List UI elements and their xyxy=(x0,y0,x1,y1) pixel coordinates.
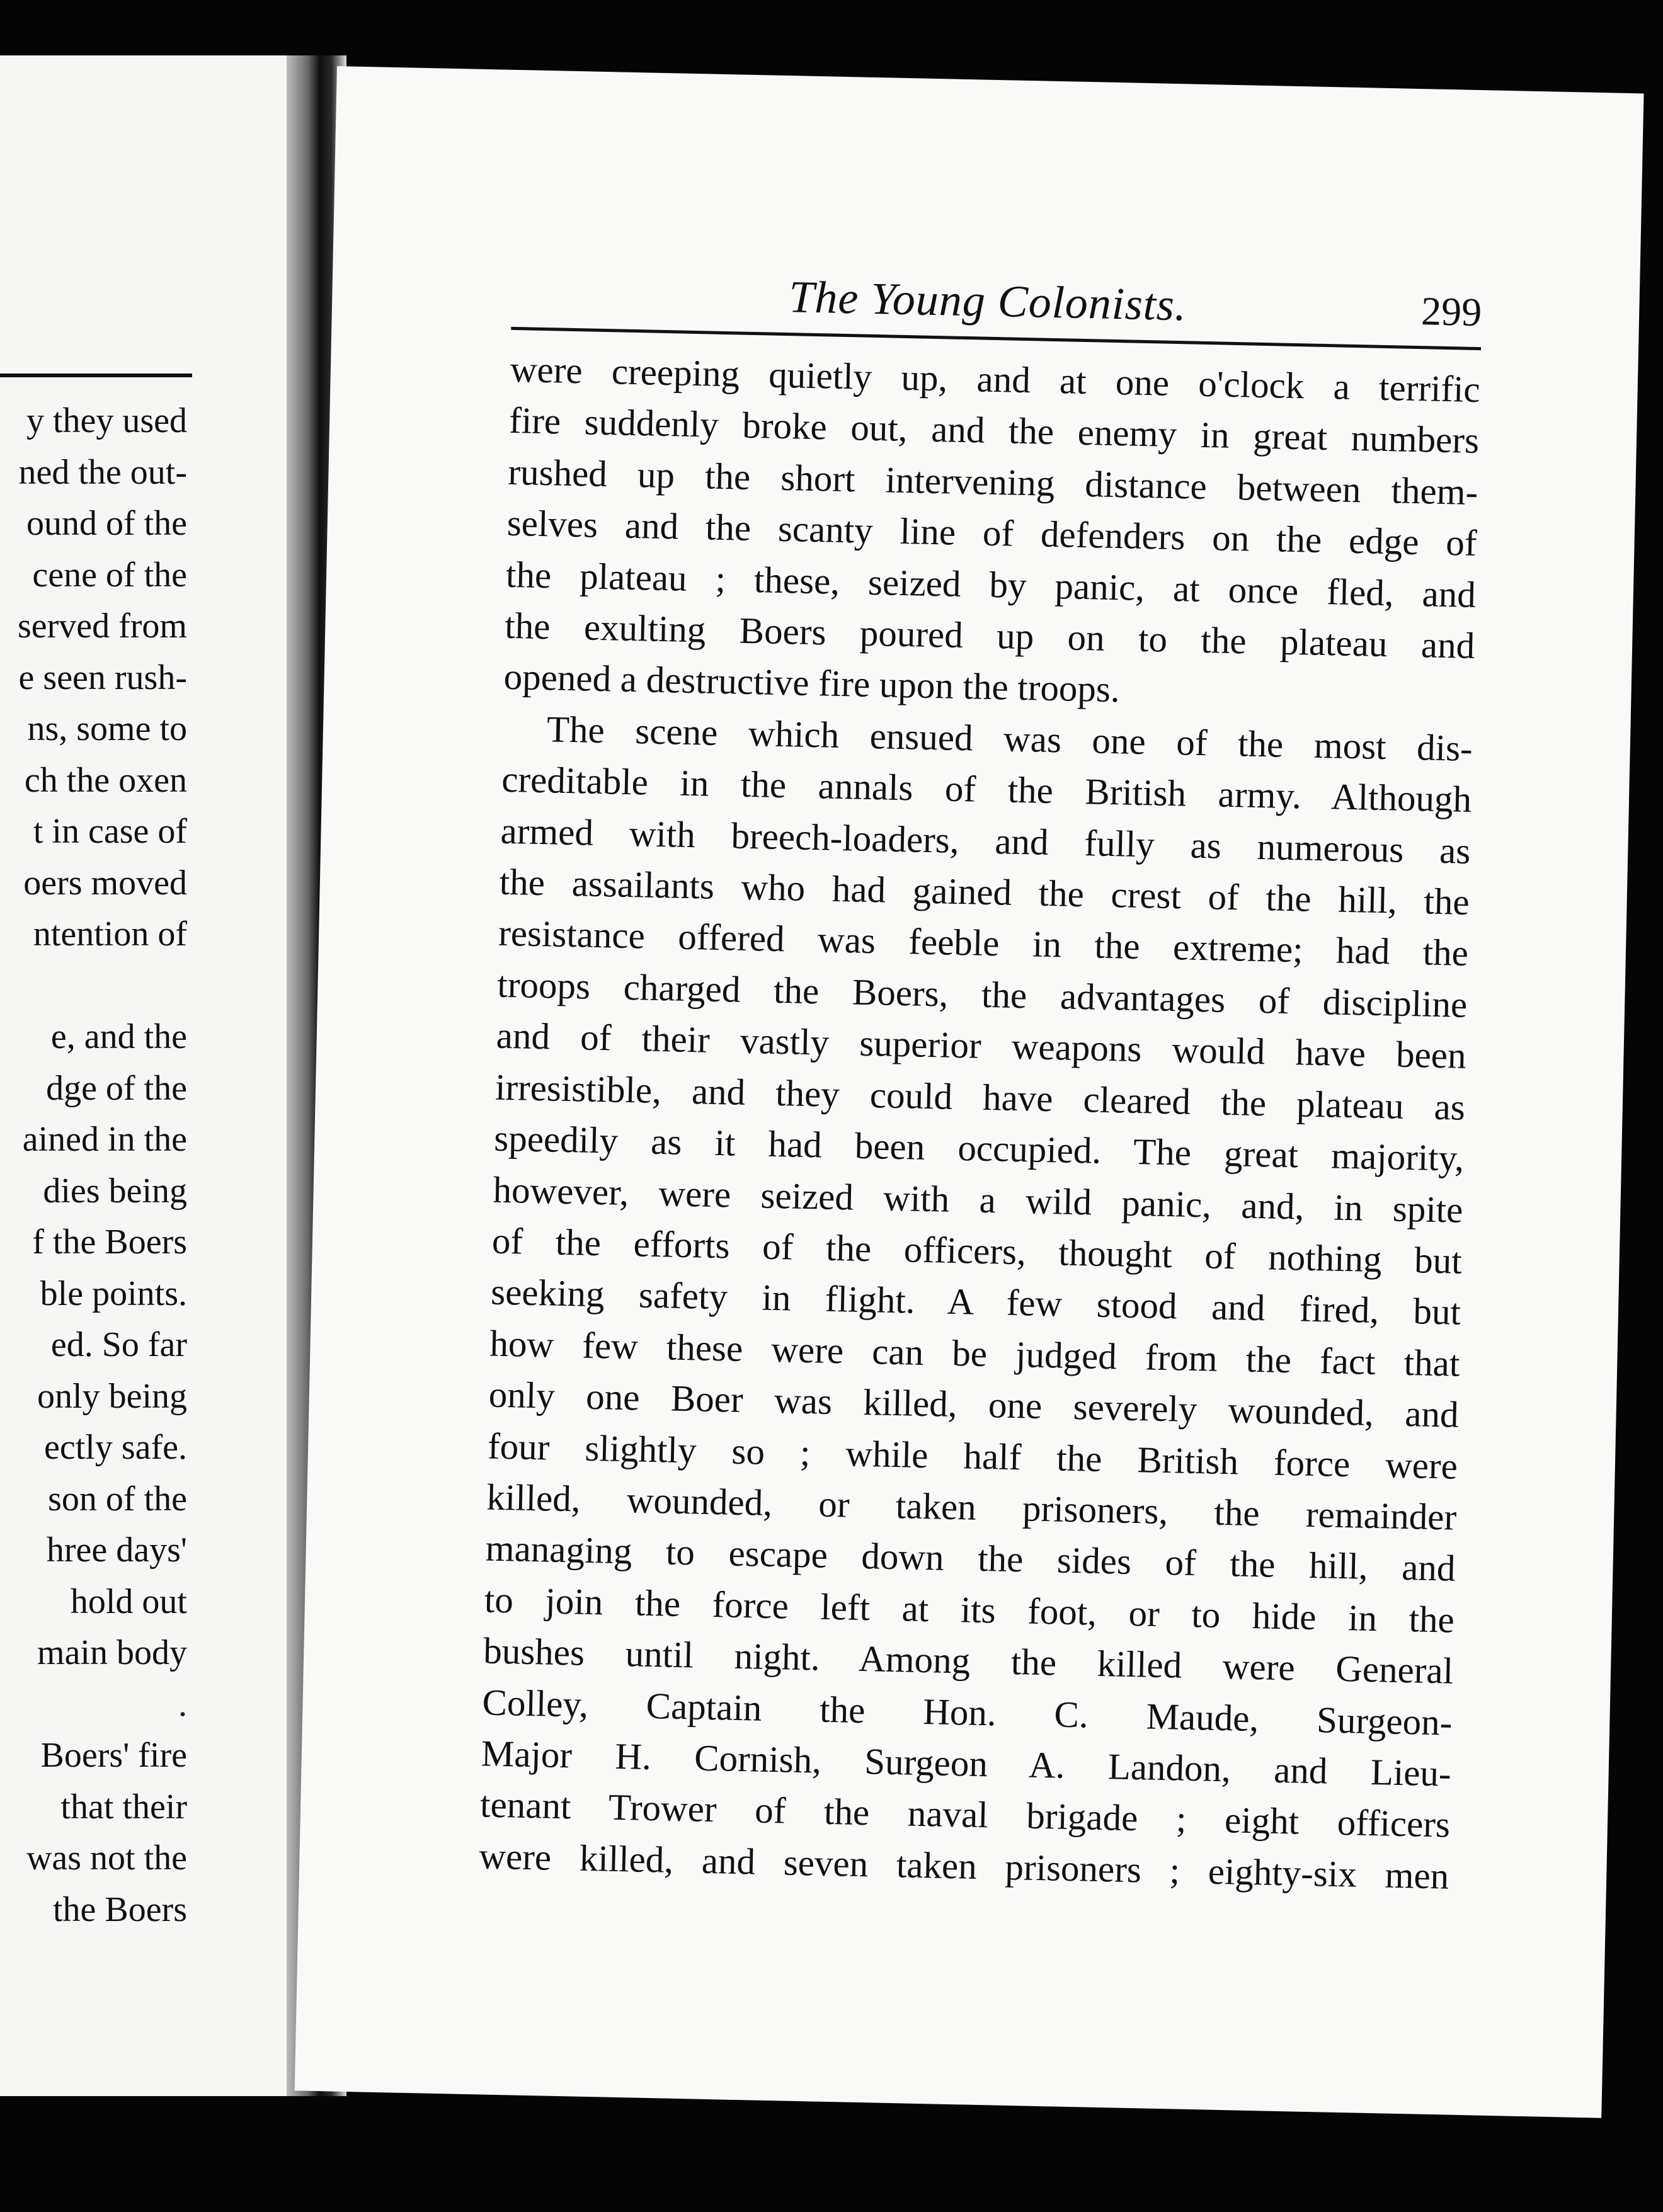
left-text-line: e, and the xyxy=(50,1017,187,1056)
left-text-line: dies being xyxy=(43,1171,187,1211)
left-text-line: ed. So far xyxy=(50,1325,187,1364)
text-line: were killed, and seven taken prisoners ; eighty-six men xyxy=(478,1835,1449,1897)
text-line: managing to escape down the sides of the hill, and xyxy=(485,1527,1456,1590)
right-page xyxy=(295,66,1644,2118)
text-line: four slightly so ; while half the British force were xyxy=(487,1425,1458,1487)
text-line: speedily as it had been occupied. The great majority, xyxy=(493,1117,1465,1179)
left-text-line: dge of the xyxy=(46,1068,187,1108)
left-text-line: Boers' fire xyxy=(40,1736,187,1775)
text-line: the exulting Boers poured up on to the plateau and xyxy=(504,604,1475,667)
text-line: resistance offered was feeble in the extreme; had the xyxy=(498,912,1469,974)
left-text-line: hree days' xyxy=(46,1531,187,1570)
left-text-line: only being xyxy=(37,1376,187,1416)
left-text-line: was not the xyxy=(26,1839,187,1878)
left-text-line: . xyxy=(178,1684,187,1724)
text-line: were creeping quietly up, and at one o'clock a terrific xyxy=(510,348,1481,411)
left-text-line: ectly safe. xyxy=(44,1428,187,1467)
text-line: killed, wounded, or taken prisoners, the remainder xyxy=(486,1476,1457,1538)
text-line: tenant Trower of the naval brigade ; eight officers xyxy=(479,1783,1451,1845)
page-header xyxy=(511,265,1482,336)
left-text-line: ble points. xyxy=(40,1274,187,1313)
text-line: The scene which ensued was one of the most dis- xyxy=(546,708,1473,769)
text-line: the plateau ; these, seized by panic, at once fled, and xyxy=(505,553,1477,615)
paragraph xyxy=(479,703,1473,1902)
left-text-line: t in case of xyxy=(33,812,187,851)
left-text-line: hold out xyxy=(70,1582,187,1621)
running-title: The Young Colonists. xyxy=(788,271,1187,331)
left-text-line: that their xyxy=(60,1787,187,1827)
left-text-line: y they used xyxy=(26,401,187,440)
left-text-line: f the Boers xyxy=(32,1223,187,1262)
page-number: 299 xyxy=(1420,288,1482,335)
left-text-line: ound of the xyxy=(26,504,187,543)
left-text-line: ained in the xyxy=(22,1120,187,1159)
left-text-line: served from xyxy=(17,607,187,646)
text-line: troops charged the Boers, the advantages of discipline xyxy=(496,963,1468,1025)
body-text xyxy=(479,344,1481,1902)
text-line: how few these were can be judged from the fact that xyxy=(489,1322,1460,1384)
text-line: selves and the scanty line of defenders on the edge of xyxy=(506,502,1478,564)
text-line: of the efforts of the officers, thought of nothing but xyxy=(491,1219,1463,1282)
text-line: bushes until night. Among the killed were General xyxy=(483,1629,1454,1692)
text-line: Major H. Cornish, Surgeon A. Landon, and Lieu- xyxy=(481,1732,1452,1794)
text-line: rushed up the short intervening distance between them- xyxy=(507,450,1478,513)
text-line: irresistible, and they could have cleared the plateau as xyxy=(494,1066,1466,1128)
left-text-line: the Boers xyxy=(52,1890,187,1929)
left-text-line: oers moved xyxy=(23,863,187,903)
left-text-line: cene of the xyxy=(32,555,187,595)
left-text-line: son of the xyxy=(48,1479,187,1519)
left-text-line: ned the out- xyxy=(18,452,187,492)
left-text-line: ch the oxen xyxy=(24,760,187,800)
text-line: however, were seized with a wild panic, and, in spite xyxy=(493,1168,1464,1231)
left-page-header-rule xyxy=(0,373,192,377)
text-line: Colley, Captain the Hon. C. Maude, Surgeon- xyxy=(481,1680,1453,1743)
left-text-line: e seen rush- xyxy=(18,658,187,697)
left-text-line: ntention of xyxy=(33,915,187,954)
text-line: the assailants who had gained the crest of the hill, the xyxy=(499,860,1470,923)
text-line: to join the force left at its foot, or to hide in the xyxy=(484,1578,1455,1641)
left-text-line: main body xyxy=(37,1633,187,1672)
text-line: only one Boer was killed, one severely wounded, and xyxy=(488,1373,1460,1435)
left-text-line xyxy=(0,961,187,1012)
left-page-text xyxy=(0,396,187,1936)
left-text-line: ns, some to xyxy=(27,709,187,748)
text-line: creditable in the annals of the British army. Although xyxy=(501,758,1472,821)
left-page xyxy=(0,55,334,2096)
text-line: opened a destructive fire upon the troops. xyxy=(503,656,1121,710)
text-line: armed with breech-loaders, and fully as numerous as xyxy=(500,809,1471,872)
text-line: and of their vastly superior weapons would have been xyxy=(496,1014,1467,1077)
text-line: fire suddenly broke out, and the enemy in great numbers xyxy=(508,399,1480,462)
paragraph xyxy=(503,344,1481,723)
text-line: seeking safety in flight. A few stood and fired, but xyxy=(490,1270,1461,1333)
